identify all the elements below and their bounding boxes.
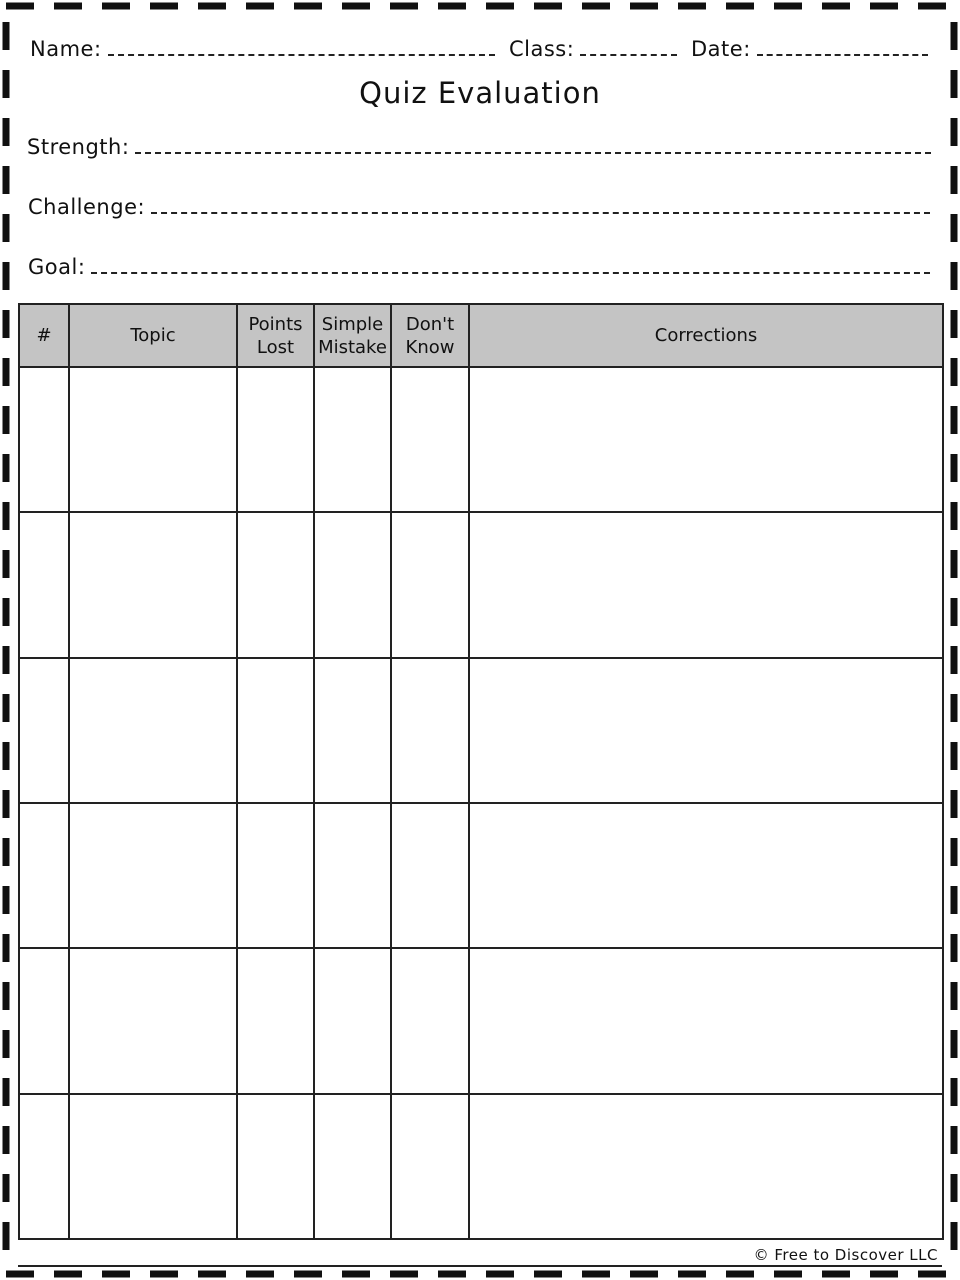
cell-topic[interactable] bbox=[69, 1094, 237, 1239]
cell-number[interactable] bbox=[19, 803, 69, 948]
cell-topic[interactable] bbox=[69, 367, 237, 512]
col-header-topic-label: Topic bbox=[130, 325, 176, 346]
cell-dont-know[interactable] bbox=[391, 948, 469, 1093]
col-header-points-lost bbox=[237, 304, 314, 367]
copyright-notice: © Free to Discover LLC bbox=[753, 1246, 938, 1264]
name-field[interactable] bbox=[30, 30, 495, 62]
table-body bbox=[19, 367, 943, 1239]
cell-dont-know[interactable] bbox=[391, 1094, 469, 1239]
table-row bbox=[19, 512, 943, 657]
cell-number[interactable] bbox=[19, 948, 69, 1093]
cell-topic[interactable] bbox=[69, 948, 237, 1093]
col-header-points-lost-line2: Lost bbox=[256, 336, 295, 358]
cell-number[interactable] bbox=[19, 367, 69, 512]
strength-blank[interactable] bbox=[135, 152, 931, 154]
cell-topic[interactable] bbox=[69, 512, 237, 657]
evaluation-table bbox=[18, 303, 944, 1240]
cell-simple-mistake[interactable] bbox=[314, 803, 391, 948]
col-header-dont-know bbox=[391, 304, 469, 367]
cell-dont-know[interactable] bbox=[391, 803, 469, 948]
table-row bbox=[19, 1094, 943, 1239]
challenge-field[interactable] bbox=[28, 188, 930, 220]
cell-points-lost[interactable] bbox=[237, 803, 314, 948]
col-header-number bbox=[19, 304, 69, 367]
cell-dont-know[interactable] bbox=[391, 512, 469, 657]
cell-topic[interactable] bbox=[69, 803, 237, 948]
name-label: Name: bbox=[30, 37, 102, 61]
table-header-row bbox=[19, 304, 943, 367]
cell-dont-know[interactable] bbox=[391, 367, 469, 512]
table-row bbox=[19, 803, 943, 948]
challenge-label: Challenge: bbox=[28, 195, 146, 219]
col-header-corrections bbox=[469, 304, 943, 367]
cell-simple-mistake[interactable] bbox=[314, 512, 391, 657]
cell-corrections[interactable] bbox=[469, 948, 943, 1093]
cell-points-lost[interactable] bbox=[237, 367, 314, 512]
cell-simple-mistake[interactable] bbox=[314, 658, 391, 803]
cell-number[interactable] bbox=[19, 1094, 69, 1239]
cell-corrections[interactable] bbox=[469, 367, 943, 512]
goal-label: Goal: bbox=[28, 255, 86, 279]
col-header-points-lost-line1: Points bbox=[248, 313, 303, 335]
col-header-dont-know-line2: Know bbox=[405, 336, 455, 358]
col-header-simple-mistake-line1: Simple bbox=[321, 313, 384, 335]
cell-dont-know[interactable] bbox=[391, 658, 469, 803]
goal-field[interactable] bbox=[28, 248, 930, 280]
class-blank[interactable] bbox=[580, 54, 677, 56]
class-field[interactable] bbox=[509, 30, 677, 62]
cell-points-lost[interactable] bbox=[237, 948, 314, 1093]
table-row bbox=[19, 367, 943, 512]
page-title: Quiz Evaluation bbox=[359, 76, 601, 110]
table-row bbox=[19, 948, 943, 1093]
cell-corrections[interactable] bbox=[469, 803, 943, 948]
strength-label: Strength: bbox=[27, 135, 130, 159]
cell-corrections[interactable] bbox=[469, 512, 943, 657]
date-blank[interactable] bbox=[757, 54, 928, 56]
cell-points-lost[interactable] bbox=[237, 512, 314, 657]
col-header-topic bbox=[69, 304, 237, 367]
cell-corrections[interactable] bbox=[469, 1094, 943, 1239]
col-header-dont-know-line1: Don't bbox=[405, 313, 455, 335]
goal-blank[interactable] bbox=[91, 272, 930, 274]
table-row bbox=[19, 658, 943, 803]
cell-points-lost[interactable] bbox=[237, 658, 314, 803]
col-header-corrections-label: Corrections bbox=[654, 325, 758, 346]
cell-simple-mistake[interactable] bbox=[314, 1094, 391, 1239]
cell-simple-mistake[interactable] bbox=[314, 367, 391, 512]
name-blank[interactable] bbox=[108, 54, 495, 56]
cell-number[interactable] bbox=[19, 658, 69, 803]
strength-field[interactable] bbox=[27, 128, 931, 160]
challenge-blank[interactable] bbox=[151, 212, 930, 214]
cell-simple-mistake[interactable] bbox=[314, 948, 391, 1093]
date-label: Date: bbox=[691, 37, 751, 61]
col-header-number-label: # bbox=[36, 325, 52, 346]
cell-points-lost[interactable] bbox=[237, 1094, 314, 1239]
date-field[interactable] bbox=[691, 30, 928, 62]
cell-number[interactable] bbox=[19, 512, 69, 657]
col-header-simple-mistake bbox=[314, 304, 391, 367]
cell-corrections[interactable] bbox=[469, 658, 943, 803]
col-header-simple-mistake-line2: Mistake bbox=[318, 336, 387, 358]
cell-topic[interactable] bbox=[69, 658, 237, 803]
class-label: Class: bbox=[509, 37, 575, 61]
